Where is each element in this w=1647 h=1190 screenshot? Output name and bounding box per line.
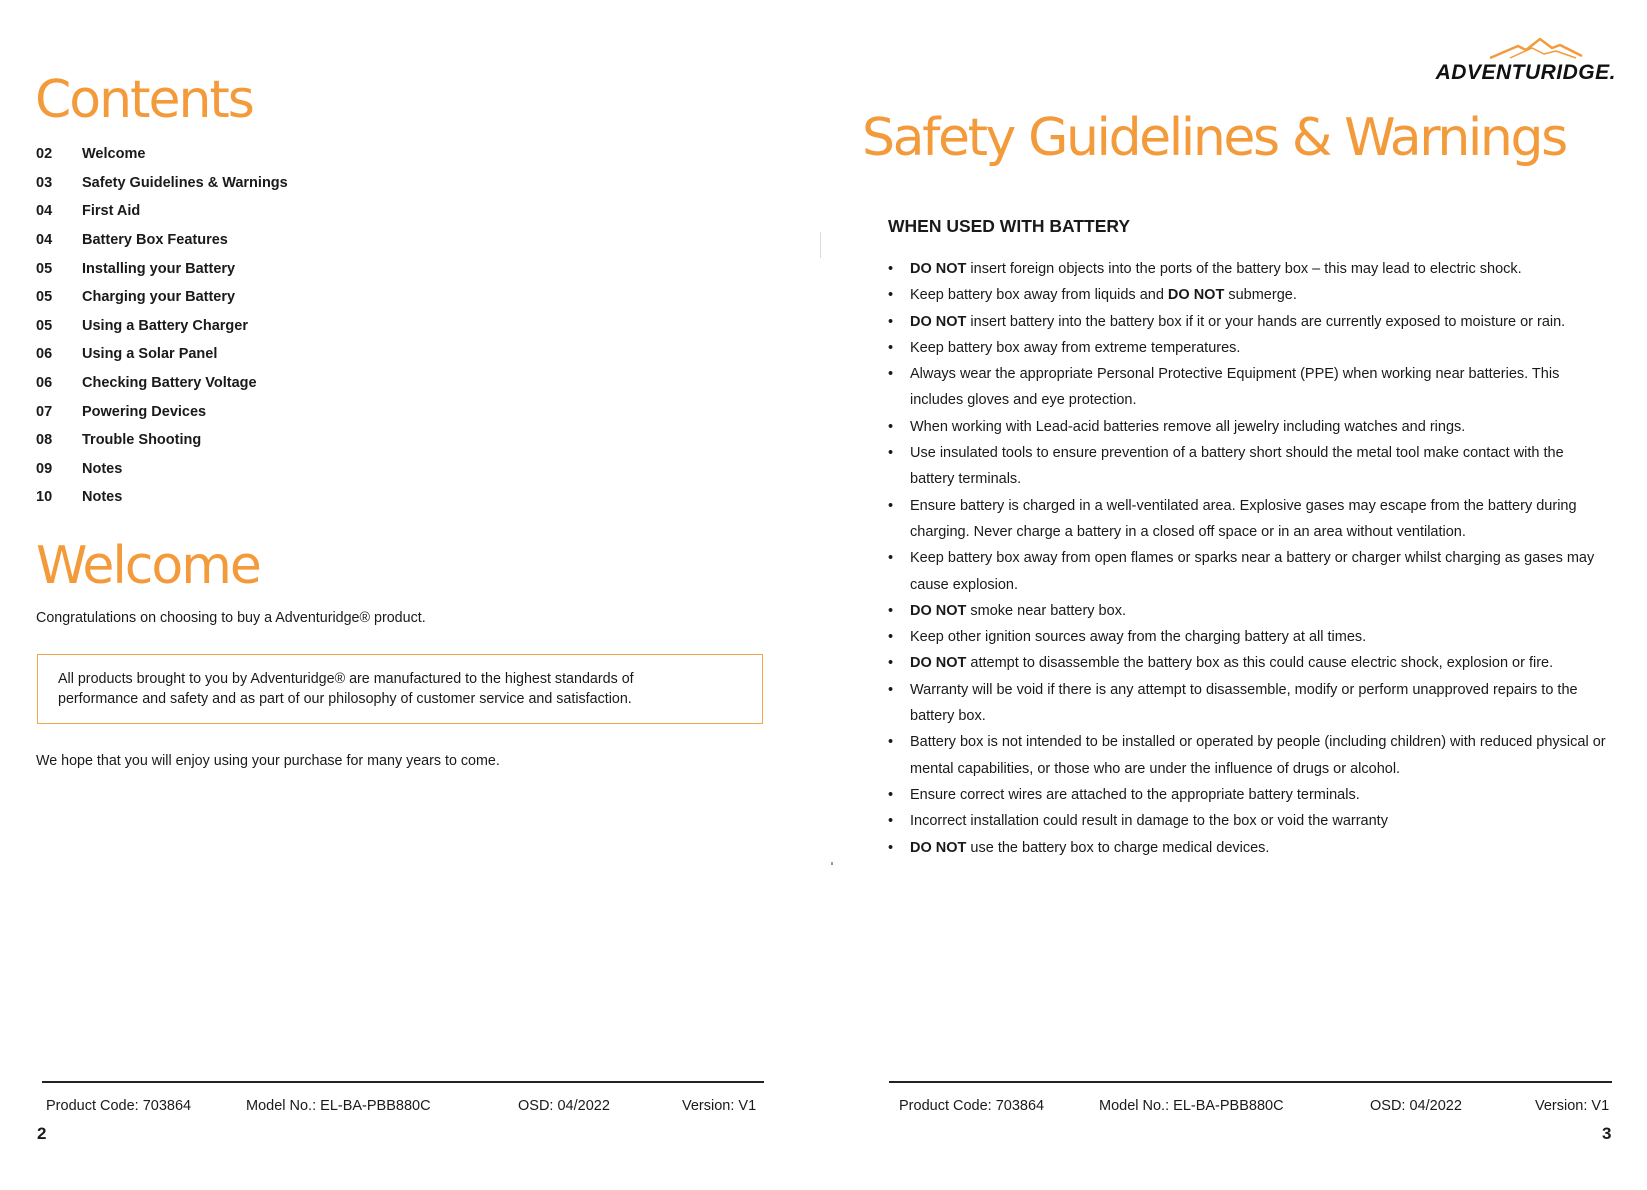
toc-item [36,397,288,426]
warning-text: submerge. [1224,287,1297,304]
toc-title: Safety Guidelines & Warnings [82,174,288,191]
toc-page-number: 05 [36,317,53,334]
bullet-icon: • [888,813,894,830]
warning-emphasis: DO NOT [910,602,967,619]
toc-title: Using a Solar Panel [82,346,218,363]
warning-item [888,598,1618,624]
warning-item [888,624,1618,650]
warning-emphasis: DO NOT [910,839,967,856]
toc-item [36,169,288,198]
footer-version: Version: V1 [1535,1098,1610,1114]
warning-item [888,493,1618,546]
warning-item [888,414,1618,440]
toc-item [36,197,288,226]
bullet-icon: • [888,602,894,619]
warning-item [888,782,1618,808]
bullet-icon: • [888,734,894,751]
warning-text: Incorrect installation could result in damage to the box or void the warranty [910,813,1388,830]
bullet-icon: • [888,313,894,330]
left-page [0,0,823,1190]
bullet-icon: • [888,629,894,646]
table-of-contents [36,140,288,512]
toc-page-number: 05 [36,289,53,306]
warning-emphasis: DO NOT [910,261,967,277]
toc-title: Notes [82,460,123,477]
toc-page-number: 04 [36,203,53,220]
bullet-icon: • [888,839,894,856]
toc-title: Checking Battery Voltage [82,375,257,392]
warning-text: Keep battery box away from open flames or sparks near a battery or charger whilst charging as gases may cause explosion. [910,550,1595,593]
warning-item [888,256,1618,282]
footer-product-code: Product Code: 703864 [899,1098,1045,1114]
footer-divider [889,1081,1612,1083]
warning-item [888,545,1618,598]
warnings-list [888,256,1618,861]
toc-item [36,140,288,169]
warning-text: Use insulated tools to ensure prevention of a battery short should the metal tool make contact with the battery terminals. [910,445,1564,488]
warning-text: insert battery into the battery box if it or your hands are currently exposed to moisture or rain. [966,313,1566,330]
warning-item [888,729,1618,782]
warning-text: Keep battery box away from liquids and [910,287,1168,304]
bullet-icon: • [888,339,894,356]
footer-osd: OSD: 04/2022 [518,1098,610,1114]
scan-artifact [831,862,833,865]
toc-item [36,455,288,484]
warning-item [888,650,1618,676]
bullet-icon: • [888,261,894,277]
quality-callout-box [37,654,763,724]
bullet-icon: • [888,550,894,567]
footer-osd: OSD: 04/2022 [1370,1098,1462,1114]
toc-title: Charging your Battery [82,289,236,306]
warning-item [888,335,1618,361]
toc-item [36,369,288,398]
page-number: 3 [1602,1124,1612,1143]
warning-text: Ensure correct wires are attached to the appropriate battery terminals. [910,786,1360,803]
warning-text: Keep other ignition sources away from the charging battery at all times. [910,629,1367,646]
toc-item [36,254,288,283]
toc-title: Installing your Battery [82,260,236,277]
footer-product-code: Product Code: 703864 [46,1098,192,1114]
bullet-icon: • [888,497,894,514]
toc-page-number: 04 [36,232,53,249]
page-number: 2 [37,1124,47,1143]
footer-model-no: Model No.: EL-BA-PBB880C [1099,1098,1284,1114]
toc-item [36,340,288,369]
toc-page-number: 06 [36,346,53,363]
toc-page-number: 07 [36,403,53,420]
bullet-icon: • [888,655,894,672]
bullet-icon: • [888,366,894,383]
warning-emphasis: DO NOT [1167,287,1225,304]
toc-item [36,426,288,455]
mountain-logo-icon [1486,36,1596,62]
bullet-icon: • [888,445,894,462]
toc-item [36,312,288,341]
warning-text: Keep battery box away from extreme temperatures. [910,339,1241,356]
toc-page-number: 05 [36,260,53,277]
warning-text: Battery box is not intended to be installed or operated by people (including children) with reduced physical or mental capabilities, or those who are under the influence of drugs or alcohol. [910,734,1606,777]
warning-emphasis: DO NOT [910,655,967,672]
brand-logo [1436,36,1616,86]
toc-page-number: 06 [36,375,53,392]
warning-text: Ensure battery is charged in a well-ventilated area. Explosive gases may escape from the battery during charging. Never charge a battery in a closed off space or in an area without ventilation. [910,497,1577,540]
toc-item [36,283,288,312]
footer-version: Version: V1 [682,1098,757,1114]
toc-title: Using a Battery Charger [82,317,248,334]
battery-subheading: WHEN USED WITH BATTERY [888,216,1131,236]
bullet-icon: • [888,418,894,435]
scan-artifact [820,232,821,258]
toc-title: Battery Box Features [82,232,228,249]
toc-item [36,226,288,255]
warning-text: Warranty will be void if there is any attempt to disassemble, modify or perform unapproved repairs to the battery box. [910,681,1578,725]
bullet-icon: • [888,786,894,803]
toc-title: Welcome [82,146,146,163]
toc-page-number: 02 [36,146,53,163]
brand-wordmark: ADVENTURIDGE. [1435,61,1616,84]
warning-item [888,677,1618,730]
warning-text: Always wear the appropriate Personal Protective Equipment (PPE) when working near batteries. This includes gloves and eye protection. [910,366,1560,409]
footer-model-no: Model No.: EL-BA-PBB880C [246,1098,431,1114]
welcome-title: Welcome [36,536,260,596]
warning-item [888,808,1618,834]
warning-item [888,282,1618,308]
toc-page-number: 10 [36,489,53,506]
warning-text: When working with Lead-acid batteries remove all jewelry including watches and rings. [910,418,1466,435]
toc-title: Trouble Shooting [82,432,202,449]
callout-line: All products brought to you by Adventuridge® are manufactured to the highest standards of [58,671,634,687]
warning-text: insert foreign objects into the ports of the battery box – this may lead to electric shock. [966,261,1522,277]
bullet-icon: • [888,287,894,304]
warning-text: use the battery box to charge medical devices. [966,839,1270,856]
toc-page-number: 03 [36,174,53,191]
warning-emphasis: DO NOT [910,313,967,330]
footer-divider [42,1081,764,1083]
toc-item [36,483,288,512]
warning-item [888,835,1618,861]
warning-text: attempt to disassemble the battery box as this could cause electric shock, explosion or fire. [966,655,1554,672]
warning-item [888,361,1618,414]
callout-line: performance and safety and as part of our philosophy of customer service and satisfaction. [58,691,632,707]
toc-title: Notes [82,489,123,506]
toc-title: Powering Devices [82,403,207,420]
warning-item [888,440,1618,493]
warning-text: smoke near battery box. [966,602,1126,619]
warning-item [888,309,1618,335]
safety-title: Safety Guidelines & Warnings [862,108,1566,168]
toc-title: First Aid [82,203,141,220]
welcome-outro: We hope that you will enjoy using your purchase for many years to come. [36,753,500,769]
toc-page-number: 08 [36,432,53,449]
toc-page-number: 09 [36,460,53,477]
contents-title: Contents [35,70,253,130]
welcome-intro: Congratulations on choosing to buy a Adventuridge® product. [36,610,426,626]
bullet-icon: • [888,681,894,698]
